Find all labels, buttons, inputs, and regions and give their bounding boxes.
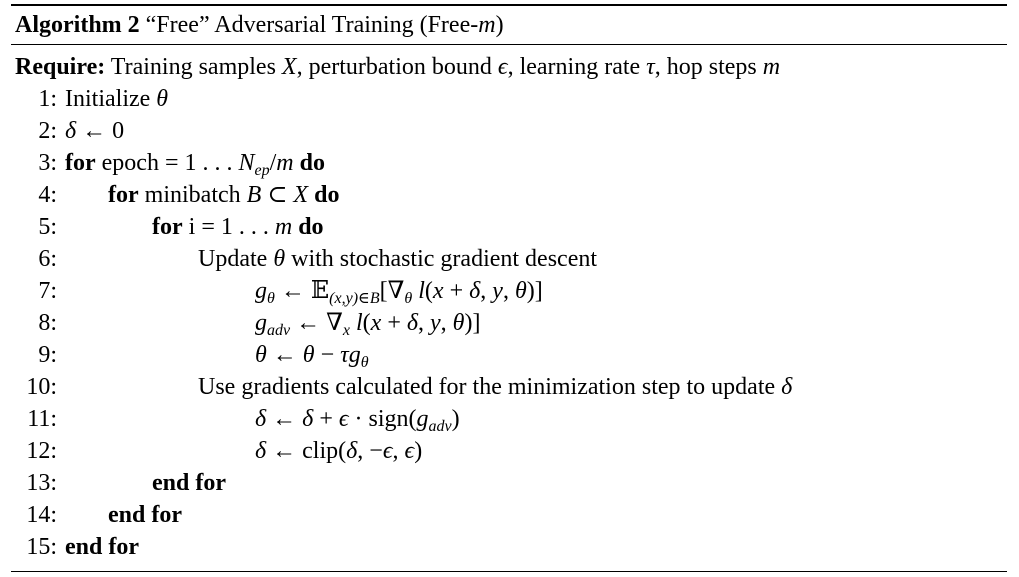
algo-line-1 bbox=[11, 83, 1007, 115]
line-number: 6: bbox=[38, 246, 57, 272]
line-text: Use gradients calculated for the minimization step to update δ bbox=[198, 374, 793, 400]
algo-line-5 bbox=[11, 211, 1007, 243]
line-number: 12: bbox=[26, 438, 57, 464]
line-text: $g_{adv}$ ← $\nabla_x$ l(x + δ, y, θ)] bbox=[255, 310, 481, 339]
require-keyword: Require: bbox=[15, 54, 106, 80]
line-text: for i = 1 . . . m do bbox=[152, 214, 324, 240]
line-number: 10: bbox=[26, 374, 57, 400]
line-number: 4: bbox=[38, 182, 57, 208]
line-text: for epoch = 1 . . . $N_{ep}/m$ do bbox=[65, 150, 325, 179]
algo-line-4 bbox=[11, 179, 1007, 211]
line-number: 5: bbox=[38, 214, 57, 240]
line-number: 1: bbox=[38, 86, 57, 112]
keyword-end-for: end for bbox=[152, 470, 226, 496]
line-number: 2: bbox=[38, 118, 57, 144]
algo-line-9 bbox=[11, 339, 1007, 371]
keyword-end-for: end for bbox=[108, 502, 182, 528]
line-number: 7: bbox=[38, 278, 57, 304]
line-number: 13: bbox=[26, 470, 57, 496]
line-number: 14: bbox=[26, 502, 57, 528]
keyword-for: for bbox=[152, 214, 183, 240]
keyword-do: do bbox=[298, 214, 324, 240]
line-number: 9: bbox=[38, 342, 57, 368]
algo-line-14 bbox=[11, 499, 1007, 531]
algo-line-12 bbox=[11, 435, 1007, 467]
require-line bbox=[11, 45, 1007, 83]
line-text: δ ← 0 bbox=[65, 118, 125, 144]
line-text: Update θ with stochastic gradient descent bbox=[198, 246, 598, 272]
algo-line-13 bbox=[11, 467, 1007, 499]
algorithm-lines bbox=[11, 83, 1007, 563]
line-number: 8: bbox=[38, 310, 57, 336]
keyword-end-for: end for bbox=[65, 534, 139, 560]
algorithm-label: Algorithm 2 bbox=[15, 12, 140, 38]
algo-line-10 bbox=[11, 371, 1007, 403]
line-text: δ ← clip(δ, −ϵ, ϵ) bbox=[255, 438, 423, 464]
line-number: 3: bbox=[38, 150, 57, 176]
algorithm-caption bbox=[11, 6, 1007, 44]
keyword-for: for bbox=[65, 150, 96, 176]
line-number: 11: bbox=[27, 406, 57, 432]
algorithm-title: “Free” Adversarial Training (Free-m) bbox=[145, 12, 504, 38]
line-number: 15: bbox=[26, 534, 57, 560]
algo-line-11 bbox=[11, 403, 1007, 435]
algo-line-3 bbox=[11, 147, 1007, 179]
algo-line-6 bbox=[11, 243, 1007, 275]
algo-line-7 bbox=[11, 275, 1007, 307]
line-text: Initialize θ bbox=[65, 86, 169, 112]
algo-line-2 bbox=[11, 115, 1007, 147]
line-text: $g_\theta$ ← $𝔼_{(x,y)\in B}[\nabla_\theta$ l(x + δ, y, θ)] bbox=[255, 278, 543, 307]
algo-line-8 bbox=[11, 307, 1007, 339]
line-text: θ ← $\theta - \tau g_\theta$ bbox=[255, 342, 369, 371]
require-text: Training samples X, perturbation bound ϵ, learning rate τ, hop steps m bbox=[110, 54, 781, 80]
algorithm-box bbox=[11, 4, 1007, 563]
subscript: ep bbox=[254, 162, 270, 179]
keyword-do: do bbox=[314, 182, 340, 208]
line-text: δ ← $\delta + \epsilon \cdot sign(g_{adv})$ bbox=[255, 406, 460, 435]
keyword-for: for bbox=[108, 182, 139, 208]
keyword-do: do bbox=[299, 150, 325, 176]
bottom-rule bbox=[11, 571, 1007, 572]
line-text: for minibatch B ⊂ X do bbox=[108, 182, 340, 208]
algo-line-15 bbox=[11, 531, 1007, 563]
